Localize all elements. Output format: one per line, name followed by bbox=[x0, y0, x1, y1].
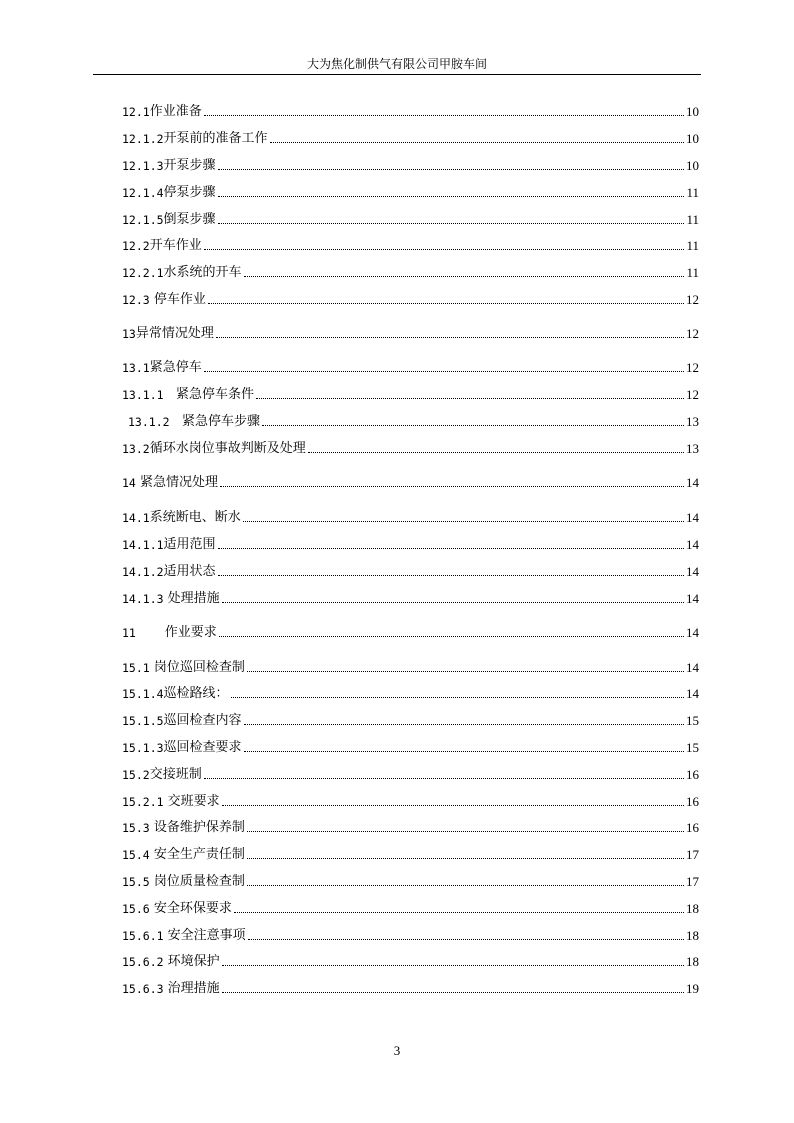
toc-entry-page: 14 bbox=[686, 537, 699, 552]
toc-entry-title: 治理措施 bbox=[163, 981, 220, 996]
toc-entry-title: 巡回检查内容 bbox=[163, 713, 242, 728]
toc-entry[interactable] bbox=[122, 508, 699, 526]
page-number: 3 bbox=[393, 1043, 401, 1058]
toc-leader-dots bbox=[218, 196, 685, 197]
toc-leader-dots bbox=[247, 885, 684, 886]
toc-entry-title: 岗位质量检查制 bbox=[149, 874, 245, 889]
toc-entry-page: 11 bbox=[686, 265, 699, 280]
toc-entry[interactable] bbox=[122, 818, 699, 836]
toc-entry-number: 15.6.1 bbox=[122, 929, 164, 943]
toc-entry-number: 15.1 bbox=[122, 661, 150, 675]
toc-leader-dots bbox=[247, 671, 684, 672]
toc-entry-number: 15.1.3 bbox=[122, 741, 164, 755]
toc-entry-page: 12 bbox=[686, 292, 699, 307]
toc-entry-number: 15.6.2 bbox=[122, 955, 164, 969]
toc-entry-title: 处理措施 bbox=[163, 591, 220, 606]
toc-entry-page: 10 bbox=[686, 104, 699, 119]
toc-entry-page: 14 bbox=[686, 591, 699, 606]
toc-leader-dots bbox=[248, 939, 684, 940]
toc-entry[interactable] bbox=[122, 156, 699, 174]
toc-entry-number: 13.1.1 bbox=[122, 388, 164, 402]
toc-entry-title: 岗位巡回检查制 bbox=[149, 660, 245, 675]
toc-leader-dots bbox=[204, 778, 684, 779]
toc-entry-title: 水系统的开车 bbox=[163, 265, 242, 280]
toc-leader-dots bbox=[222, 965, 684, 966]
toc-entry-title: 循环水岗位事故判断及处理 bbox=[149, 441, 306, 456]
toc-entry-title: 紧急情况处理 bbox=[135, 475, 218, 490]
toc-entry[interactable] bbox=[122, 979, 699, 997]
toc-entry-number: 15.1.5 bbox=[122, 714, 164, 728]
toc-entry-title: 巡回检查要求 bbox=[163, 740, 242, 755]
toc-entry-number: 14.1 bbox=[122, 511, 150, 525]
toc-entry-number: 12.3 bbox=[122, 293, 150, 307]
toc-entry[interactable] bbox=[122, 290, 699, 308]
toc-entry[interactable] bbox=[122, 952, 699, 970]
toc-entry[interactable] bbox=[122, 658, 699, 676]
toc-entry-title: 安全生产责任制 bbox=[149, 847, 245, 862]
toc-entry-title: 系统断电、断水 bbox=[149, 510, 241, 525]
toc-entry-page: 16 bbox=[686, 794, 699, 809]
toc-entry-number: 13 bbox=[122, 327, 136, 341]
toc-entry-number: 15.1.4 bbox=[122, 687, 164, 701]
toc-entry-title: 交接班制 bbox=[149, 767, 202, 782]
toc-entry-title: 环境保护 bbox=[163, 954, 220, 969]
toc-entry-title: 开泵前的准备工作 bbox=[163, 131, 268, 146]
toc-entry-page: 13 bbox=[686, 441, 699, 456]
toc-entry-number: 14 bbox=[122, 476, 136, 490]
page-header-title: 大为焦化制供气有限公司甲胺车间 bbox=[306, 57, 487, 71]
toc-entry-number: 13.1 bbox=[122, 361, 150, 375]
toc-leader-dots bbox=[262, 425, 684, 426]
toc-leader-dots bbox=[218, 169, 684, 170]
toc-leader-dots bbox=[247, 858, 684, 859]
toc-entry-title: 开泵步骤 bbox=[163, 158, 216, 173]
toc-entry-number: 15.6 bbox=[122, 902, 150, 916]
toc-entry-number: 15.4 bbox=[122, 848, 150, 862]
toc-leader-dots bbox=[244, 724, 684, 725]
toc-entry-number: 14.1.3 bbox=[122, 592, 164, 606]
toc-entry[interactable] bbox=[122, 183, 699, 201]
toc-entry-title: 紧急停车 bbox=[149, 360, 202, 375]
toc-entry-number: 13.1.2 bbox=[128, 415, 170, 429]
toc-entry[interactable] bbox=[122, 899, 699, 917]
toc-entry-title: 紧急停车步骤 bbox=[169, 414, 260, 429]
toc-entry-page: 13 bbox=[686, 414, 699, 429]
toc-entry[interactable] bbox=[122, 845, 699, 863]
toc-entry[interactable] bbox=[122, 872, 699, 890]
toc-entry[interactable] bbox=[122, 385, 699, 403]
toc-entry-page: 14 bbox=[686, 564, 699, 579]
toc-leader-dots bbox=[219, 636, 684, 637]
toc-entry-page: 18 bbox=[686, 928, 699, 943]
toc-entry[interactable] bbox=[122, 711, 699, 729]
toc-entry-page: 14 bbox=[686, 510, 699, 525]
toc-entry[interactable] bbox=[128, 412, 699, 430]
toc-entry[interactable] bbox=[122, 324, 699, 342]
toc-entry-title: 交班要求 bbox=[163, 794, 220, 809]
toc-entry-page: 11 bbox=[686, 238, 699, 253]
toc-entry[interactable] bbox=[122, 129, 699, 147]
toc-entry[interactable] bbox=[122, 738, 699, 756]
toc-entry-page: 15 bbox=[686, 740, 699, 755]
toc-leader-dots bbox=[204, 371, 684, 372]
toc-entry-number: 13.2 bbox=[122, 442, 150, 456]
toc-entry-title: 巡检路线： bbox=[163, 686, 229, 701]
toc-leader-dots bbox=[218, 223, 685, 224]
toc-entry[interactable] bbox=[122, 102, 699, 120]
toc-entry[interactable] bbox=[122, 439, 699, 457]
toc-entry-title: 作业要求 bbox=[135, 625, 217, 640]
toc-entry-page: 16 bbox=[686, 820, 699, 835]
toc-entry-page: 10 bbox=[686, 158, 699, 173]
toc-entry-number: 12.1 bbox=[122, 105, 150, 119]
toc-entry[interactable] bbox=[122, 236, 699, 254]
toc-entry-number: 14.1.1 bbox=[122, 538, 164, 552]
toc-entry-title: 停车作业 bbox=[149, 292, 206, 307]
toc-entry-page: 17 bbox=[686, 874, 699, 889]
toc-entry-page: 12 bbox=[686, 360, 699, 375]
toc-entry-number: 15.2.1 bbox=[122, 795, 164, 809]
toc-entry[interactable] bbox=[122, 589, 699, 607]
toc-entry[interactable] bbox=[122, 792, 699, 810]
toc-entry[interactable] bbox=[122, 684, 699, 702]
toc-entry-title: 停泵步骤 bbox=[163, 185, 216, 200]
toc-entry-number: 12.2 bbox=[122, 239, 150, 253]
toc-leader-dots bbox=[220, 486, 684, 487]
toc-leader-dots bbox=[244, 276, 685, 277]
toc-entry[interactable] bbox=[122, 358, 699, 376]
toc-entry-page: 14 bbox=[686, 660, 699, 675]
toc-entry[interactable] bbox=[122, 765, 699, 783]
toc-entry-number: 11 bbox=[122, 626, 136, 640]
toc-entry[interactable] bbox=[122, 535, 699, 553]
toc-entry-number: 15.6.3 bbox=[122, 982, 164, 996]
toc-entry-title: 安全环保要求 bbox=[149, 901, 232, 916]
toc-entry-page: 18 bbox=[686, 954, 699, 969]
toc-entry-page: 16 bbox=[686, 767, 699, 782]
toc-leader-dots bbox=[218, 575, 684, 576]
toc-entry[interactable] bbox=[122, 926, 699, 944]
toc-entry-number: 12.2.1 bbox=[122, 266, 164, 280]
toc-entry-number: 15.5 bbox=[122, 875, 150, 889]
toc-leader-dots bbox=[222, 602, 684, 603]
toc-entry[interactable] bbox=[122, 623, 699, 641]
toc-leader-dots bbox=[208, 303, 684, 304]
toc-entry[interactable] bbox=[122, 473, 699, 491]
toc-leader-dots bbox=[216, 337, 684, 338]
toc-entry-number: 15.3 bbox=[122, 821, 150, 835]
toc-entry-number: 12.1.5 bbox=[122, 213, 164, 227]
toc-leader-dots bbox=[222, 992, 684, 993]
toc-leader-dots bbox=[222, 805, 684, 806]
toc-leader-dots bbox=[204, 115, 684, 116]
toc-entry[interactable] bbox=[122, 210, 699, 228]
toc-leader-dots bbox=[244, 751, 684, 752]
toc-leader-dots bbox=[256, 398, 684, 399]
toc-entry-page: 19 bbox=[686, 981, 699, 996]
toc-entry-title: 异常情况处理 bbox=[135, 326, 214, 341]
toc-entry-title: 安全注意事项 bbox=[163, 928, 246, 943]
toc-entry-number: 12.1.4 bbox=[122, 186, 164, 200]
toc-entry-page: 15 bbox=[686, 713, 699, 728]
header-rule bbox=[93, 74, 701, 75]
toc-entry-title: 作业准备 bbox=[149, 104, 202, 119]
toc-entry-page: 12 bbox=[686, 326, 699, 341]
toc-leader-dots bbox=[231, 697, 684, 698]
toc-leader-dots bbox=[243, 521, 684, 522]
toc-entry-page: 14 bbox=[686, 686, 699, 701]
toc-entry-page: 14 bbox=[686, 475, 699, 490]
toc-entry-title: 设备维护保养制 bbox=[149, 820, 245, 835]
toc-entry-title: 倒泵步骤 bbox=[163, 212, 216, 227]
toc-entry-number: 12.1.3 bbox=[122, 159, 164, 173]
toc-entry-number: 15.2 bbox=[122, 768, 150, 782]
toc-entry-page: 12 bbox=[686, 387, 699, 402]
toc-entry-page: 11 bbox=[686, 212, 699, 227]
toc-leader-dots bbox=[234, 912, 684, 913]
toc-entry-page: 11 bbox=[686, 185, 699, 200]
toc-leader-dots bbox=[218, 548, 684, 549]
toc-entry[interactable] bbox=[122, 562, 699, 580]
toc-leader-dots bbox=[308, 452, 684, 453]
toc-entry-page: 10 bbox=[686, 131, 699, 146]
toc-entry-title: 紧急停车条件 bbox=[163, 387, 254, 402]
toc-leader-dots bbox=[270, 142, 684, 143]
toc-entry-title: 开车作业 bbox=[149, 238, 202, 253]
toc-entry-page: 14 bbox=[686, 625, 699, 640]
toc-entry[interactable] bbox=[122, 263, 699, 281]
toc-entry-title: 适用范围 bbox=[163, 537, 216, 552]
toc-entry-title: 适用状态 bbox=[163, 564, 216, 579]
toc-entry-page: 17 bbox=[686, 847, 699, 862]
toc-leader-dots bbox=[247, 831, 684, 832]
toc-leader-dots bbox=[204, 249, 685, 250]
toc-entry-page: 18 bbox=[686, 901, 699, 916]
toc-entry-number: 14.1.2 bbox=[122, 565, 164, 579]
toc-entry-number: 12.1.2 bbox=[122, 132, 164, 146]
